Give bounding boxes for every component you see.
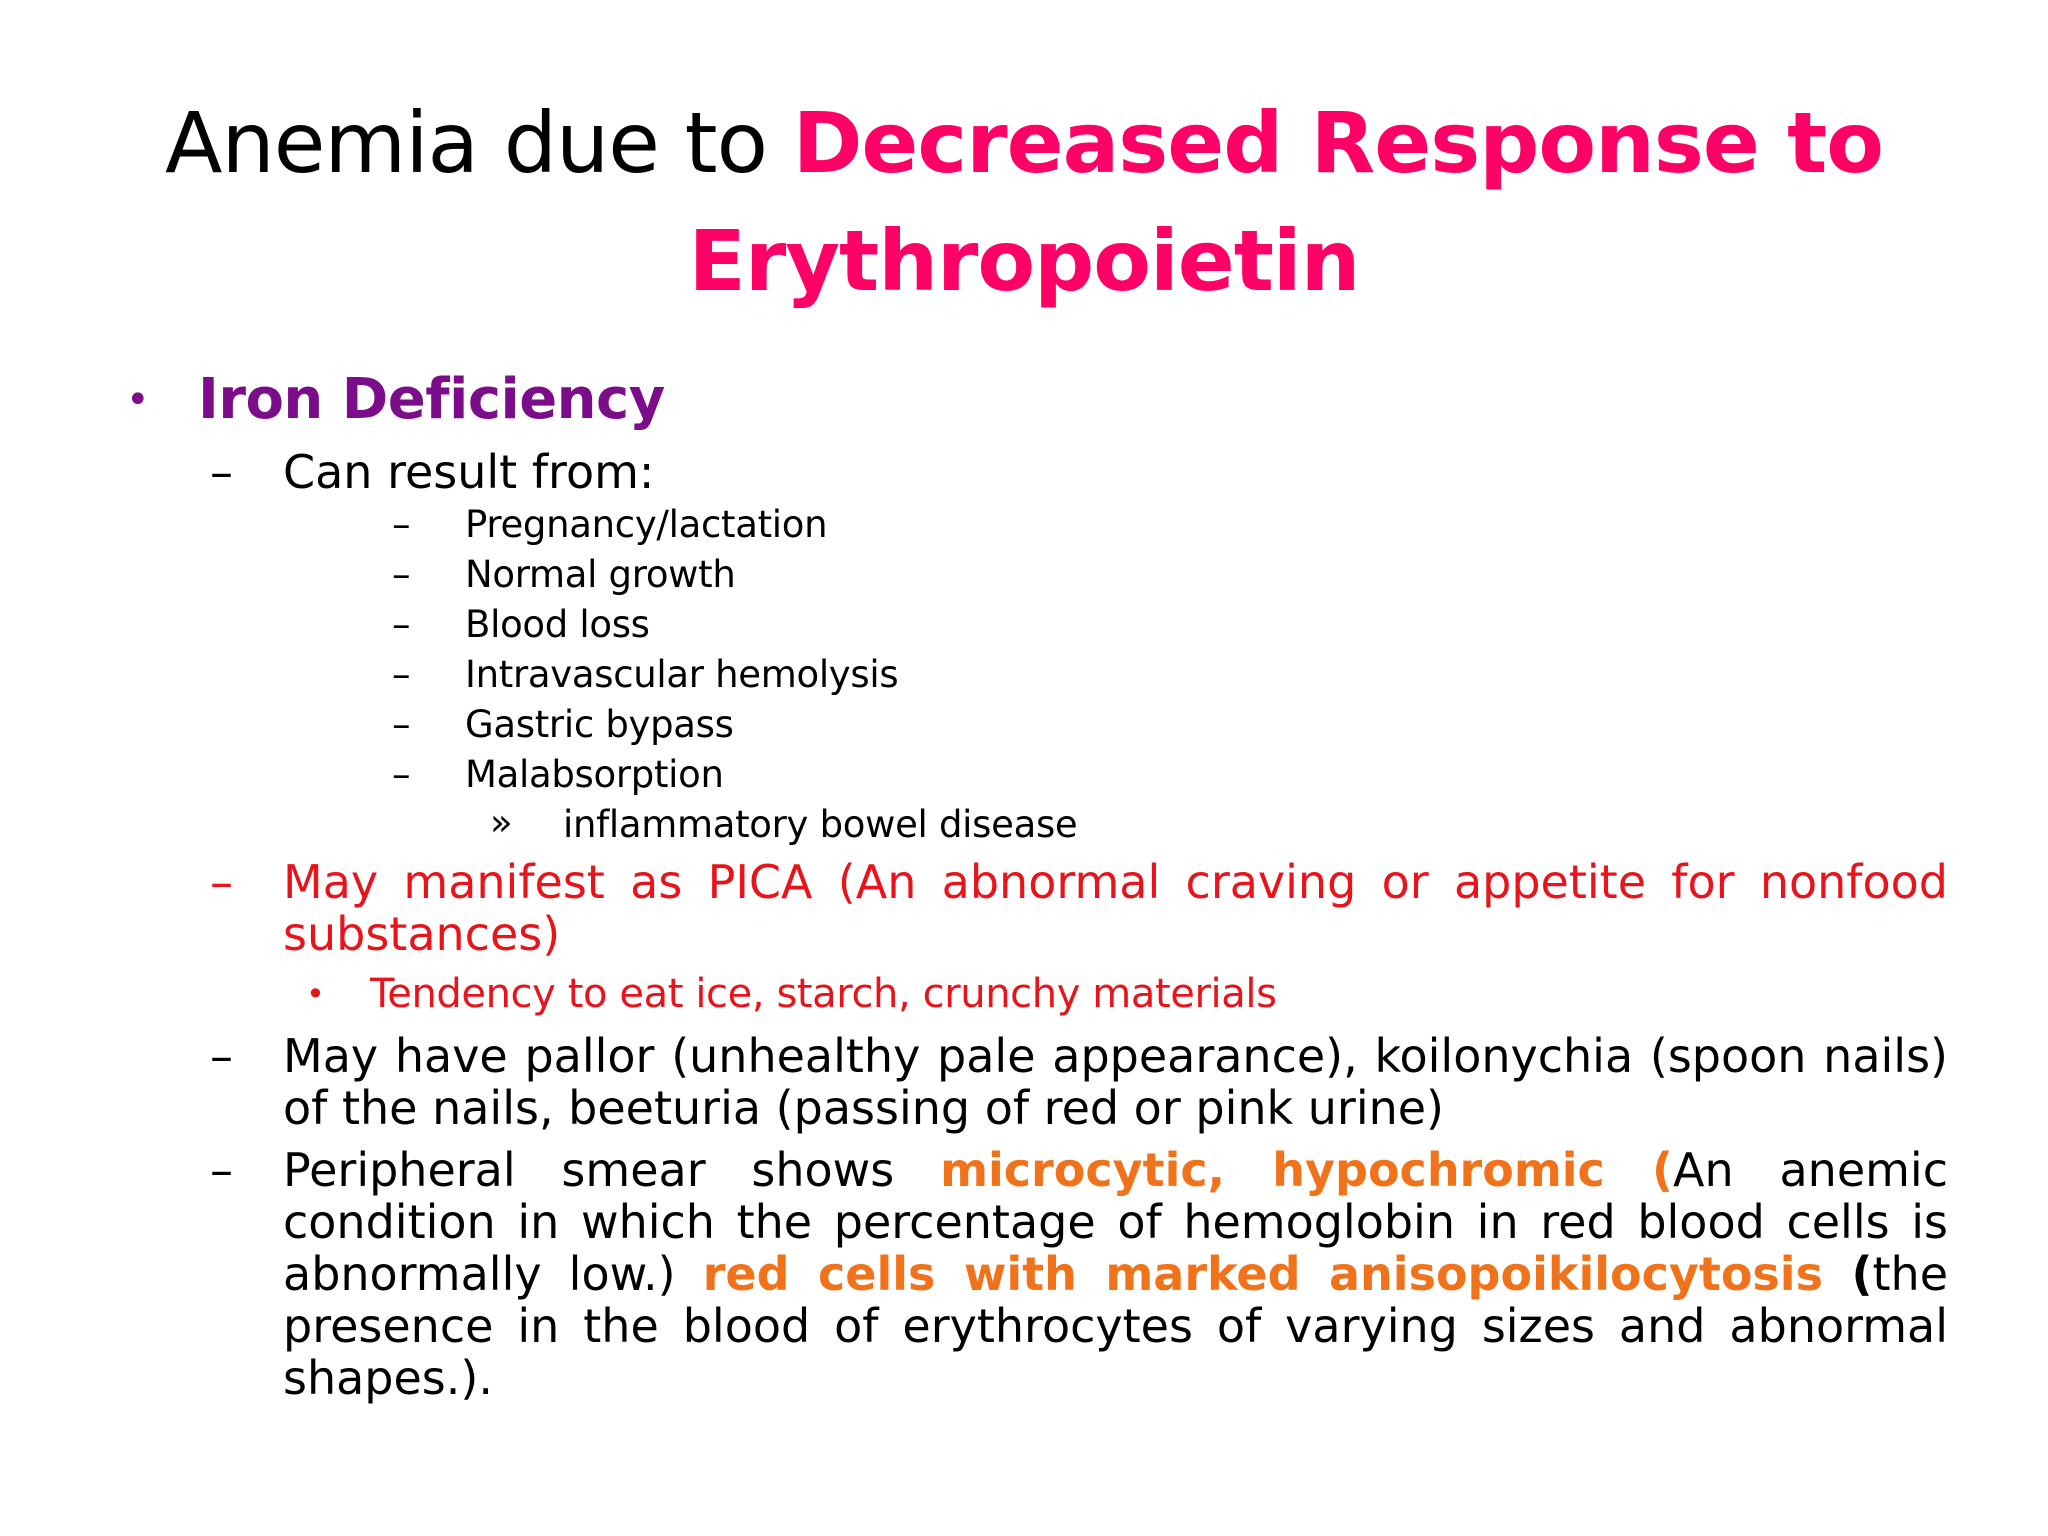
smear-part-2: microcytic, hypochromic ( — [940, 1143, 1674, 1197]
list-item: Intravascular hemolysis — [465, 653, 899, 696]
list-item: Gastric bypass — [465, 703, 734, 746]
list-item: Blood loss — [465, 603, 650, 646]
pallor-text: May have pallor (unhealthy pale appearance), koilonychia (spoon nails) of the nails, beeturia (passing of red or pink urine) — [283, 1029, 1948, 1135]
smear-part-4: red cells with marked anisopoikilocytosis — [702, 1247, 1823, 1301]
dash-icon: – — [210, 1143, 233, 1197]
main-heading: Iron Deficiency — [198, 367, 665, 432]
list-item: Normal growth — [465, 553, 736, 596]
smear-part-1: Peripheral smear shows — [283, 1143, 941, 1197]
pica-text: May manifest as PICA (An abnormal craving or appetite for nonfood substances) — [283, 855, 1948, 961]
smear-part-5: ( — [1822, 1247, 1873, 1301]
dash-icon: – — [392, 753, 411, 796]
title-prefix: Anemia due to — [165, 94, 793, 192]
dash-icon: – — [392, 653, 411, 696]
bullet-icon: • — [126, 377, 150, 423]
dash-icon: – — [210, 445, 233, 499]
dash-icon: – — [392, 703, 411, 746]
title-highlight: Decreased Response to Erythropoietin — [688, 94, 1883, 310]
dash-icon: – — [392, 553, 411, 596]
pica-sub-text: Tendency to eat ice, starch, crunchy materials — [370, 971, 1277, 1017]
smear-text — [283, 1144, 1948, 1404]
list-item: Malabsorption — [465, 753, 724, 796]
smear-part-3: An anemic condition in which the percentage of hemoglobin in red blood cells is abnormally low.) — [283, 1143, 1948, 1301]
slide-title — [0, 84, 2048, 320]
smear-part-6: the presence in the blood of erythrocytes of varying sizes and abnormal shapes.). — [283, 1247, 1948, 1405]
raquo-icon: » — [490, 801, 513, 844]
bullet-icon: • — [306, 975, 325, 1013]
dash-icon: – — [392, 503, 411, 546]
dash-icon: – — [210, 855, 233, 909]
list-item-sub: inflammatory bowel disease — [563, 803, 1078, 846]
dash-icon: – — [392, 603, 411, 646]
dash-icon: – — [210, 1029, 233, 1083]
can-result-from: Can result from: — [283, 445, 655, 499]
list-item: Pregnancy/lactation — [465, 503, 828, 546]
